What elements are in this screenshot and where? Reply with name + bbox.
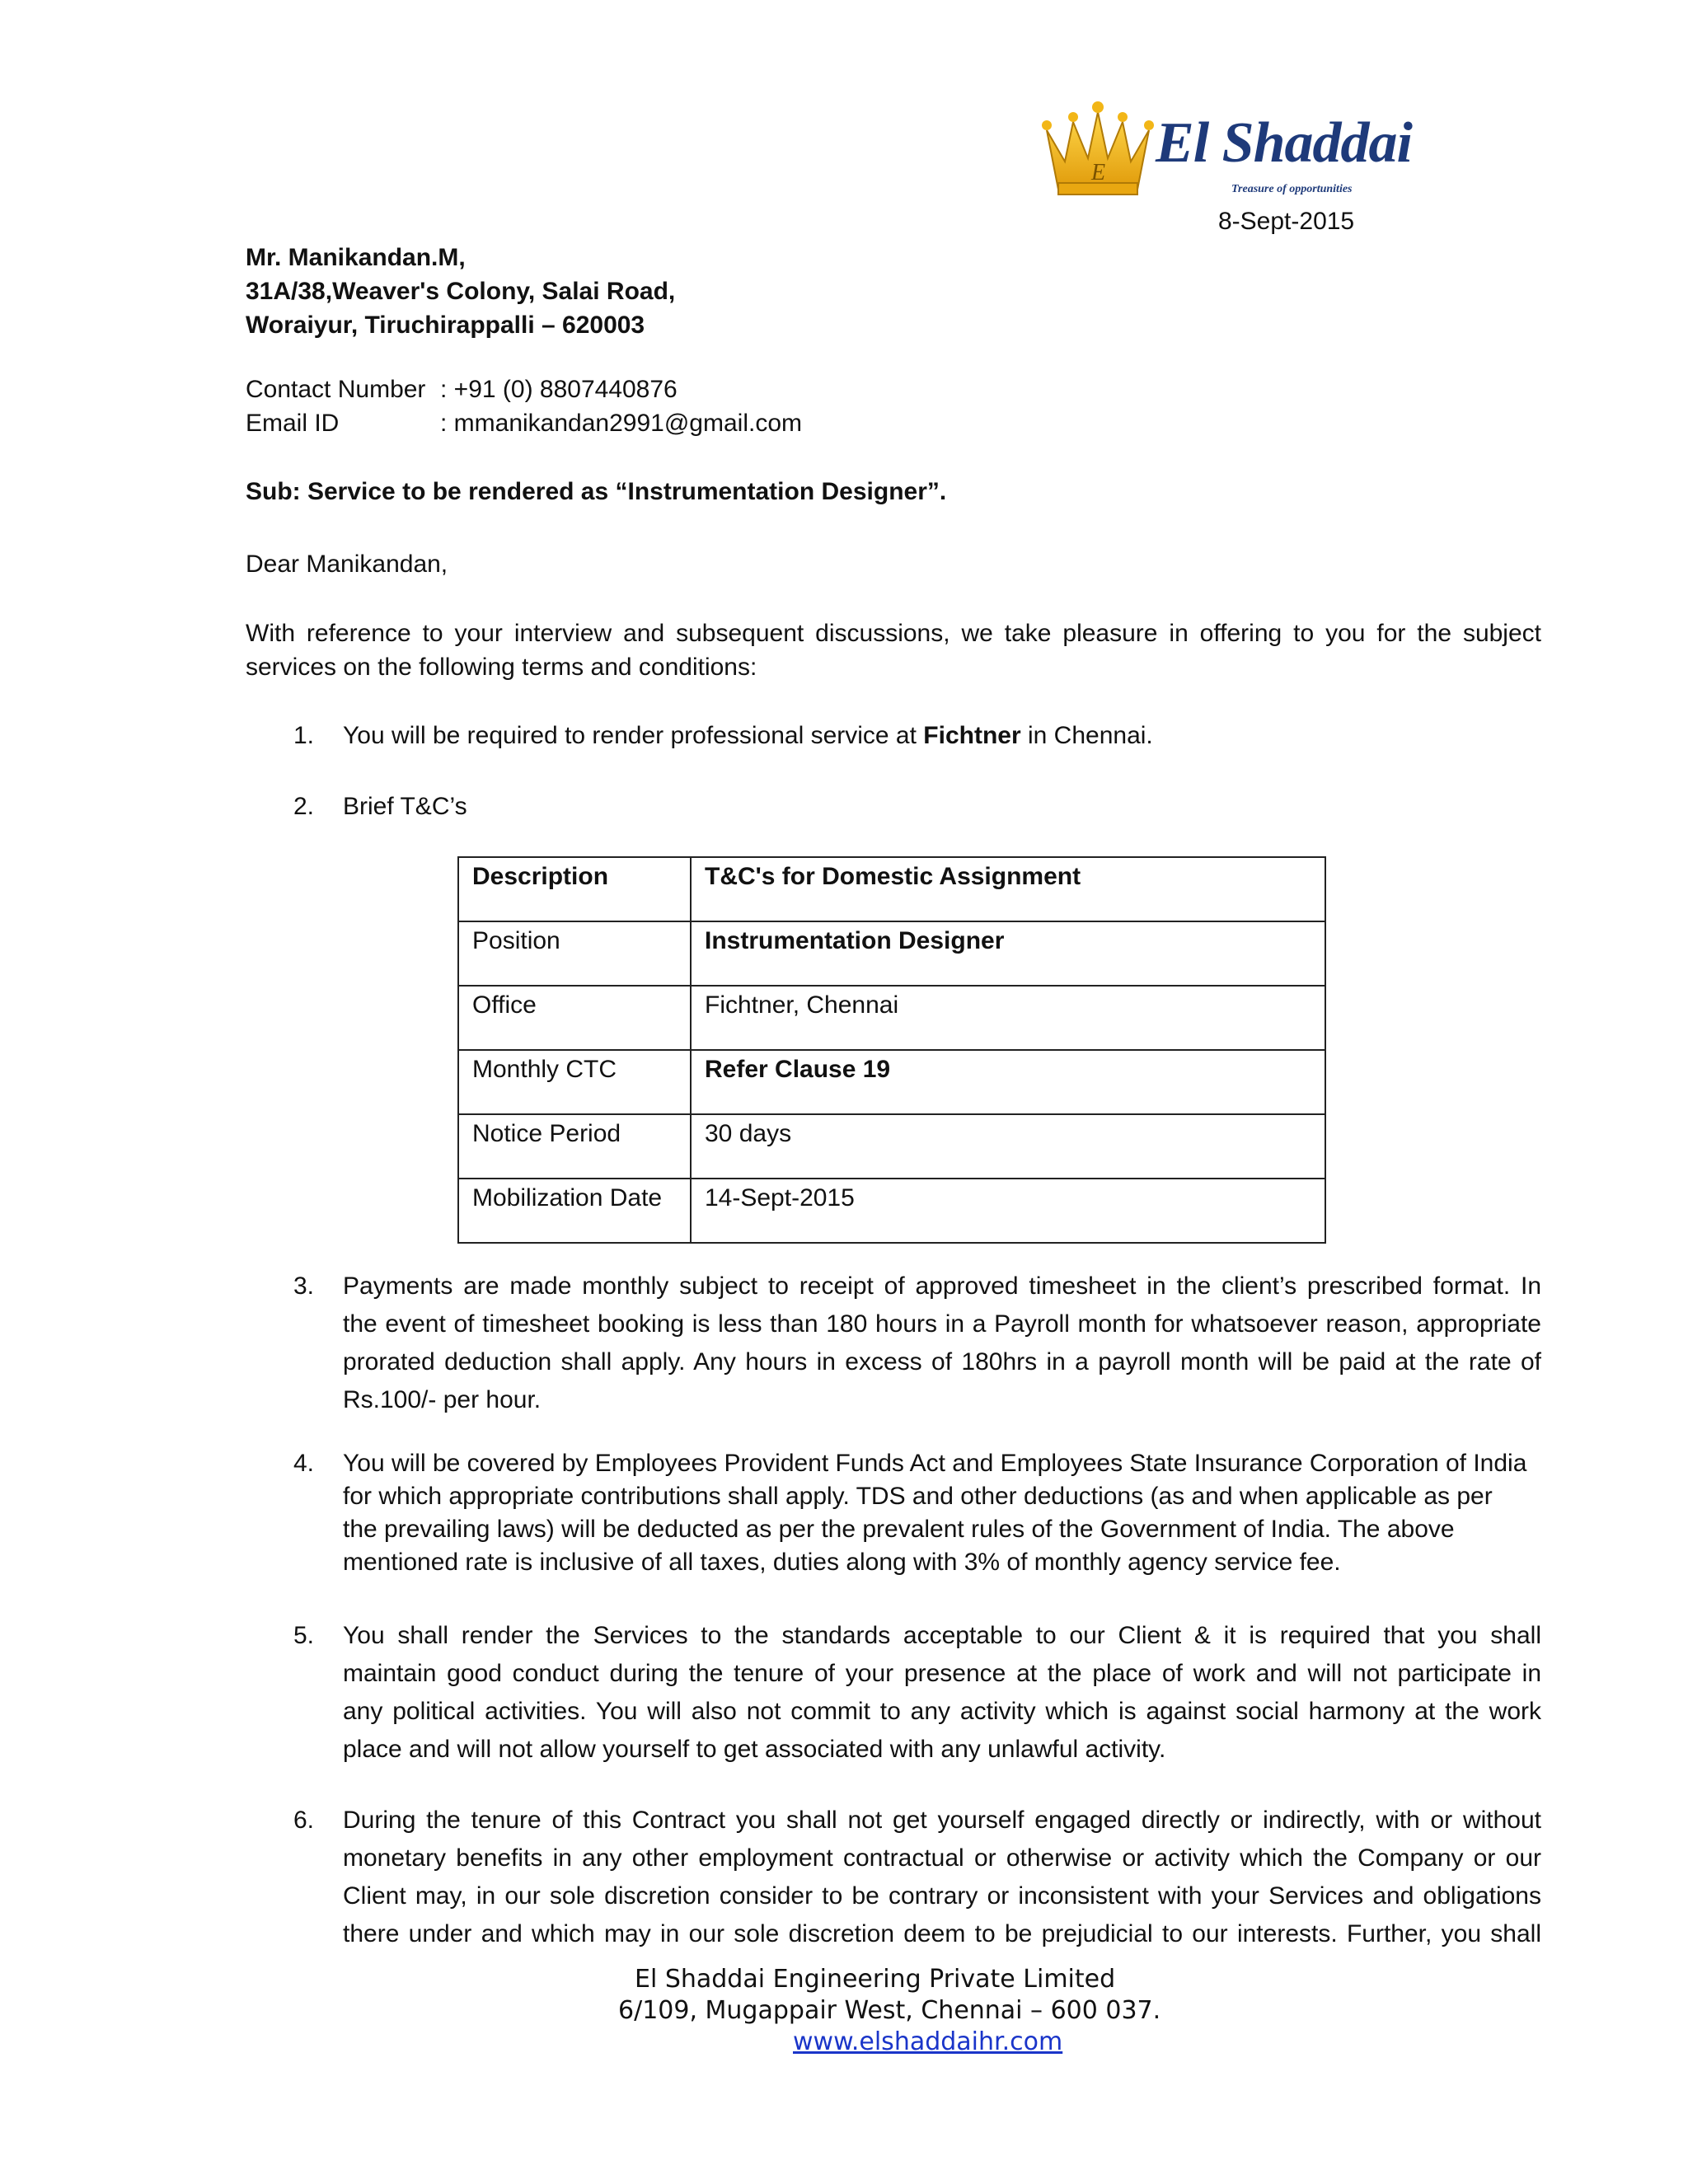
clause-line: any political activities. You will also not commit to any activity which is against social harmony at the work	[343, 1698, 1541, 1725]
table-cell: Position	[458, 921, 691, 986]
letter-subject: Sub: Service to be rendered as “Instrumentation Designer”.	[246, 478, 947, 505]
table-cell: Fichtner, Chennai	[691, 986, 1325, 1050]
table-row	[458, 1050, 1325, 1114]
clause-number: 5.	[293, 1622, 315, 1649]
table-cell: Instrumentation Designer	[691, 921, 1325, 986]
email-row	[246, 406, 802, 440]
table-cell: Notice Period	[458, 1114, 691, 1179]
clause-line: maintain good conduct during the tenure of your presence at the place of work and will not participate in	[343, 1660, 1541, 1687]
clause-text	[343, 722, 1541, 750]
clause-line: You shall render the Services to the standards acceptable to our Client & it is required that you shall	[343, 1622, 1541, 1649]
clause-line: Payments are made monthly subject to receipt of approved timesheet in the client’s prescribed format. In	[343, 1272, 1541, 1300]
clause-text	[343, 1447, 1541, 1579]
clause-text: Brief T&C’s	[343, 793, 467, 820]
footer-website-link[interactable]: www.elshaddaihr.com	[793, 2027, 1063, 2056]
crown-letter: E	[1091, 160, 1106, 185]
client-name: Fichtner	[923, 722, 1021, 749]
clause-3	[293, 1268, 1541, 1419]
clause-line: place and will not allow yourself to get associated with any unlawful activity.	[343, 1736, 1166, 1763]
table-header-row	[458, 857, 1325, 921]
brand-tagline: Treasure of opportunities	[1231, 183, 1353, 195]
clause-text-part: You will be required to render professional service at	[343, 722, 924, 749]
clause-line: for which appropriate contributions shall apply. TDS and other deductions (as and when applicable as per	[343, 1483, 1493, 1510]
intro-paragraph	[246, 616, 1541, 684]
email-label: Email ID	[246, 410, 340, 437]
clause-number: 2.	[293, 793, 315, 820]
contact-block	[246, 373, 802, 440]
email-value: : mmanikandan2991@gmail.com	[440, 410, 802, 437]
company-logo	[1040, 97, 1412, 204]
table-row	[458, 1114, 1325, 1179]
footer-address: 6/109, Mugappair West, Chennai – 600 037.	[618, 1996, 1161, 2025]
clause-line: prorated deduction shall apply. Any hours in excess of 180hrs in a payroll month will be paid at the rate of	[343, 1348, 1541, 1376]
clause-line: monetary benefits in any other employment contractual or otherwise or activity which the Company or our	[343, 1844, 1541, 1872]
clause-line: there under and which may in our sole discretion deem to be prejudicial to our interests. Further, you shall	[343, 1920, 1541, 1947]
table-header-cell: Description	[458, 857, 691, 921]
clause-line: Client may, in our sole discretion consider to be contrary or inconsistent with your Services and obligations	[343, 1882, 1541, 1910]
contact-row	[246, 373, 802, 406]
clause-line: During the tenure of this Contract you shall not get yourself engaged directly or indirectly, with or without	[343, 1807, 1541, 1834]
recipient-address	[246, 241, 675, 342]
salutation: Dear Manikandan,	[246, 551, 448, 578]
table-cell: Mobilization Date	[458, 1179, 691, 1243]
table-header-cell: T&C's for Domestic Assignment	[691, 857, 1325, 921]
table-cell: Refer Clause 19	[691, 1050, 1325, 1114]
clause-number: 6.	[293, 1807, 315, 1834]
clause-line: Rs.100/- per hour.	[343, 1386, 542, 1413]
clause-line: You will be covered by Employees Provident Funds Act and Employees State Insurance Corporation of India	[343, 1450, 1527, 1477]
table-row	[458, 986, 1325, 1050]
clause-line: mentioned rate is inclusive of all taxes, duties along with 3% of monthly agency service fee.	[343, 1549, 1341, 1576]
clause-4	[293, 1447, 1541, 1579]
clause-5	[293, 1617, 1541, 1769]
table-cell: Office	[458, 986, 691, 1050]
clause-number: 4.	[293, 1450, 315, 1477]
clause-text	[343, 1268, 1541, 1419]
clause-6	[293, 1802, 1541, 1953]
clause-line: the prevailing laws) will be deducted as per the prevalent rules of the Government of India. The above	[343, 1516, 1455, 1543]
contact-value: : +91 (0) 8807440876	[440, 376, 678, 403]
address-line: Woraiyur, Tiruchirappalli – 620003	[246, 312, 645, 339]
clause-number: 1.	[293, 722, 315, 749]
clause-1	[293, 722, 1541, 750]
address-line: 31A/38,Weaver's Colony, Salai Road,	[246, 278, 676, 305]
clause-text	[343, 1617, 1541, 1769]
table-row	[458, 921, 1325, 986]
intro-line: services on the following terms and conditions:	[246, 654, 757, 681]
address-line: Mr. Manikandan.M,	[246, 244, 466, 271]
footer-company: El Shaddai Engineering Private Limited	[635, 1965, 1116, 1994]
table-cell: 30 days	[691, 1114, 1325, 1179]
contact-label: Contact Number	[246, 376, 426, 403]
letter-date: 8-Sept-2015	[1218, 208, 1355, 235]
intro-line: With reference to your interview and subsequent discussions, we take pleasure in offering to you for the subject	[246, 620, 1541, 647]
table-cell: Monthly CTC	[458, 1050, 691, 1114]
clause-2	[293, 793, 1541, 821]
crown-icon	[1040, 97, 1156, 204]
terms-table	[457, 856, 1326, 1244]
table-row	[458, 1179, 1325, 1243]
clause-line: the event of timesheet booking is less than 180 hours in a Payroll month for whatsoever reason, appropriate	[343, 1310, 1541, 1338]
brand-name: El Shaddai	[1156, 111, 1412, 175]
table-cell: 14-Sept-2015	[691, 1179, 1325, 1243]
clause-number: 3.	[293, 1272, 315, 1300]
clause-text-part: in Chennai.	[1020, 722, 1153, 749]
clause-text	[343, 1802, 1541, 1953]
